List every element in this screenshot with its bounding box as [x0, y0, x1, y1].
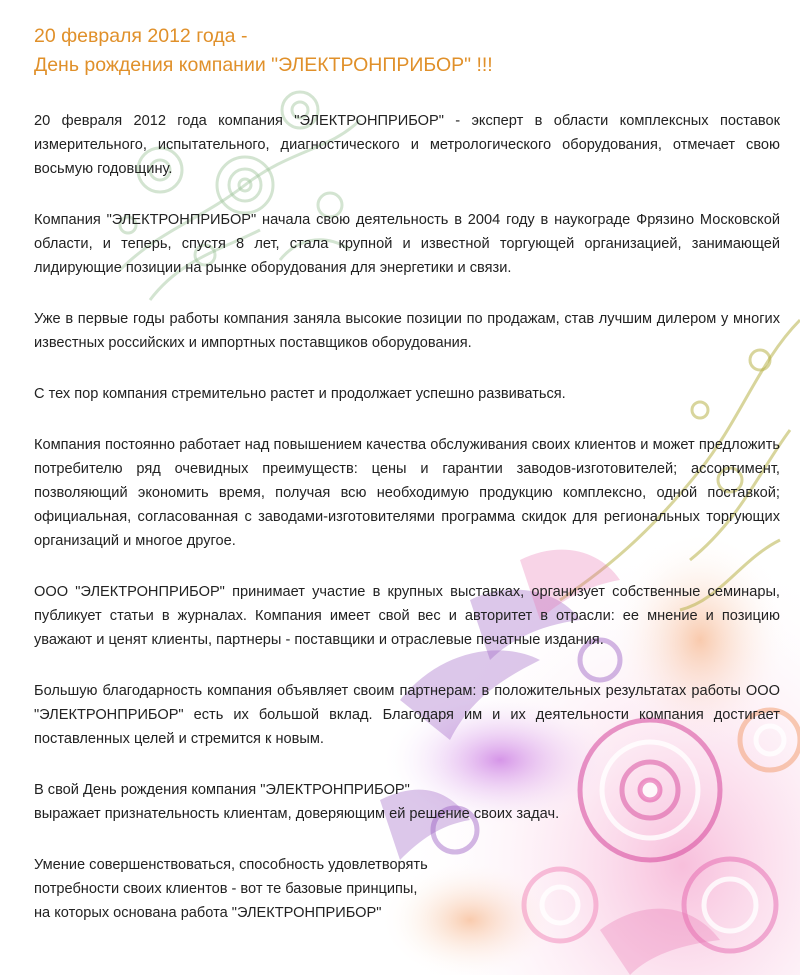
page-title [34, 22, 780, 80]
paragraph: 20 февраля 2012 года компания "ЭЛЕКТРОНПРИБОР" - эксперт в области комплексных поставок измерительного, испытательного, диагностического и метрологического оборудования, отмечает свою восьмую годовщину. [34, 113, 780, 177]
article [34, 22, 780, 952]
closing-paragraph-1 [34, 778, 780, 826]
closing-line: потребности своих клиентов - вот те базовые принципы, [34, 881, 418, 897]
title-line-1: 20 февраля 2012 года - [34, 25, 248, 47]
paragraph: Большую благодарность компания объявляет своим партнерам: в положительных результатах работы ООО "ЭЛЕКТРОНПРИБОР" есть их большой вклад. Благодаря им и их деятельности компания достигает поставленных целей и стремится к новым. [34, 683, 780, 747]
closing-line: выражает признательность клиентам, доверяющим ей решение своих задач. [34, 806, 560, 822]
paragraph: Компания "ЭЛЕКТРОНПРИБОР" начала свою деятельность в 2004 году в наукограде Фрязино Московской области, и теперь, спустя 8 лет, стала крупной и известной торгующей организацией, занимающей лидирующие позиции на рынке оборудования для энергетики и связи. [34, 212, 780, 276]
title-line-2: День рождения компании "ЭЛЕКТРОНПРИБОР" !!! [34, 54, 493, 76]
closing-line: Умение совершенствоваться, способность удовлетворять [34, 857, 428, 873]
closing-paragraph-2 [34, 853, 780, 925]
paragraph: ООО "ЭЛЕКТРОНПРИБОР" принимает участие в крупных выставках, организует собственные семинары, публикует статьи в журналах. Компания имеет свой вес и авторитет в отрасли: ее мнение и позицию уважают и ценят клиенты, партнеры - поставщики и отраслевые печатные издания. [34, 584, 780, 648]
paragraph: С тех пор компания стремительно растет и продолжает успешно развиваться. [34, 386, 566, 402]
paragraph: Компания постоянно работает над повышением качества обслуживания своих клиентов и может предложить потребителю ряд очевидных преимуществ: цены и гарантии заводов-изготовителей; ассортимент, позволяющий экономить время, получая всю необходимую продукцию комплексно, одной поставкой; официальная, согласованная с заводами-изготовителями программа скидок для региональных торгующих организаций и многое другое. [34, 437, 780, 549]
paragraph: Уже в первые годы работы компания заняла высокие позиции по продажам, став лучшим дилером у многих известных российских и импортных поставщиков оборудования. [34, 311, 780, 351]
closing-line: В свой День рождения компания "ЭЛЕКТРОНПРИБОР" [34, 782, 410, 798]
closing-line: на которых основана работа "ЭЛЕКТРОНПРИБОР" [34, 905, 382, 921]
